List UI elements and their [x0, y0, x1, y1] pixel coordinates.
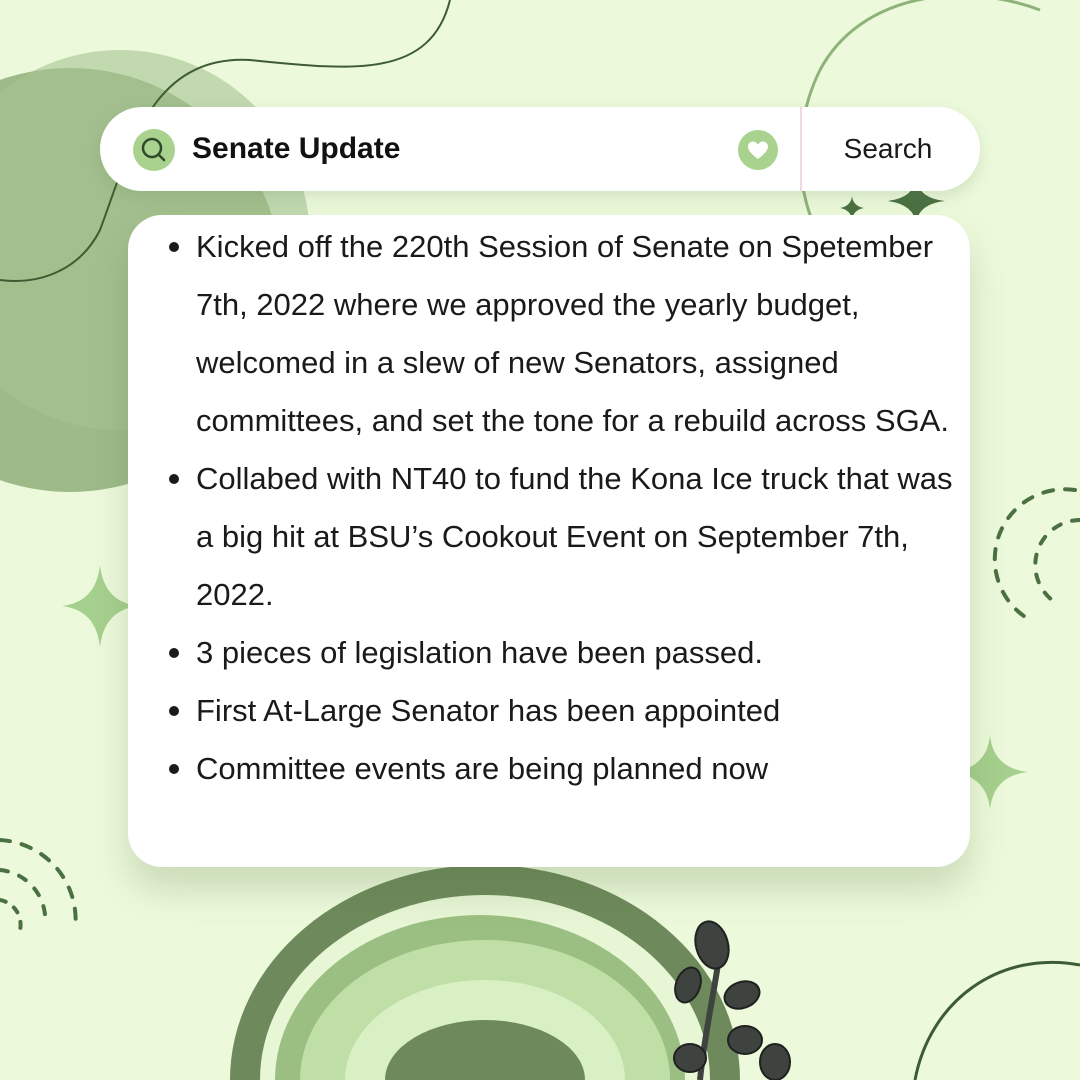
list-item-text: Committee events are being planned now — [196, 751, 769, 786]
search-button[interactable]: Search — [843, 133, 933, 164]
list-item — [196, 450, 966, 624]
heart-icon[interactable] — [738, 130, 778, 170]
bullet-dot — [169, 242, 179, 252]
sparkle-left — [62, 565, 138, 647]
search-icon[interactable] — [133, 129, 175, 171]
dashed-arc-left — [0, 840, 76, 930]
list-item — [196, 740, 966, 798]
bullet-dot — [169, 706, 179, 716]
list-item — [196, 682, 966, 740]
list-item-text: First At-Large Senator has been appointed — [196, 693, 781, 728]
list-item-text: Kicked off the 220th Session of Senate on Spetember 7th, 2022 where we approved the yearly budget, welcomed in a slew of new Senators, assigned committees, and set the tone for a rebuild across SGA. — [196, 229, 949, 438]
bullet-dot — [169, 648, 179, 658]
bullet-dot — [169, 764, 179, 774]
bottom-right-curve-line — [915, 962, 1080, 1080]
search-input[interactable]: Senate Update — [192, 132, 401, 165]
list-item — [196, 624, 966, 682]
update-card — [128, 215, 970, 867]
update-list — [196, 218, 966, 798]
dashed-arc-right — [995, 489, 1080, 620]
list-item — [196, 218, 966, 450]
search-bar — [100, 107, 980, 191]
list-item-text: 3 pieces of legislation have been passed. — [196, 635, 764, 670]
list-item-text: Collabed with NT40 to fund the Kona Ice truck that was a big hit at BSU’s Cookout Event on September 7th, 2022. — [196, 461, 953, 612]
bullet-dot — [169, 474, 179, 484]
